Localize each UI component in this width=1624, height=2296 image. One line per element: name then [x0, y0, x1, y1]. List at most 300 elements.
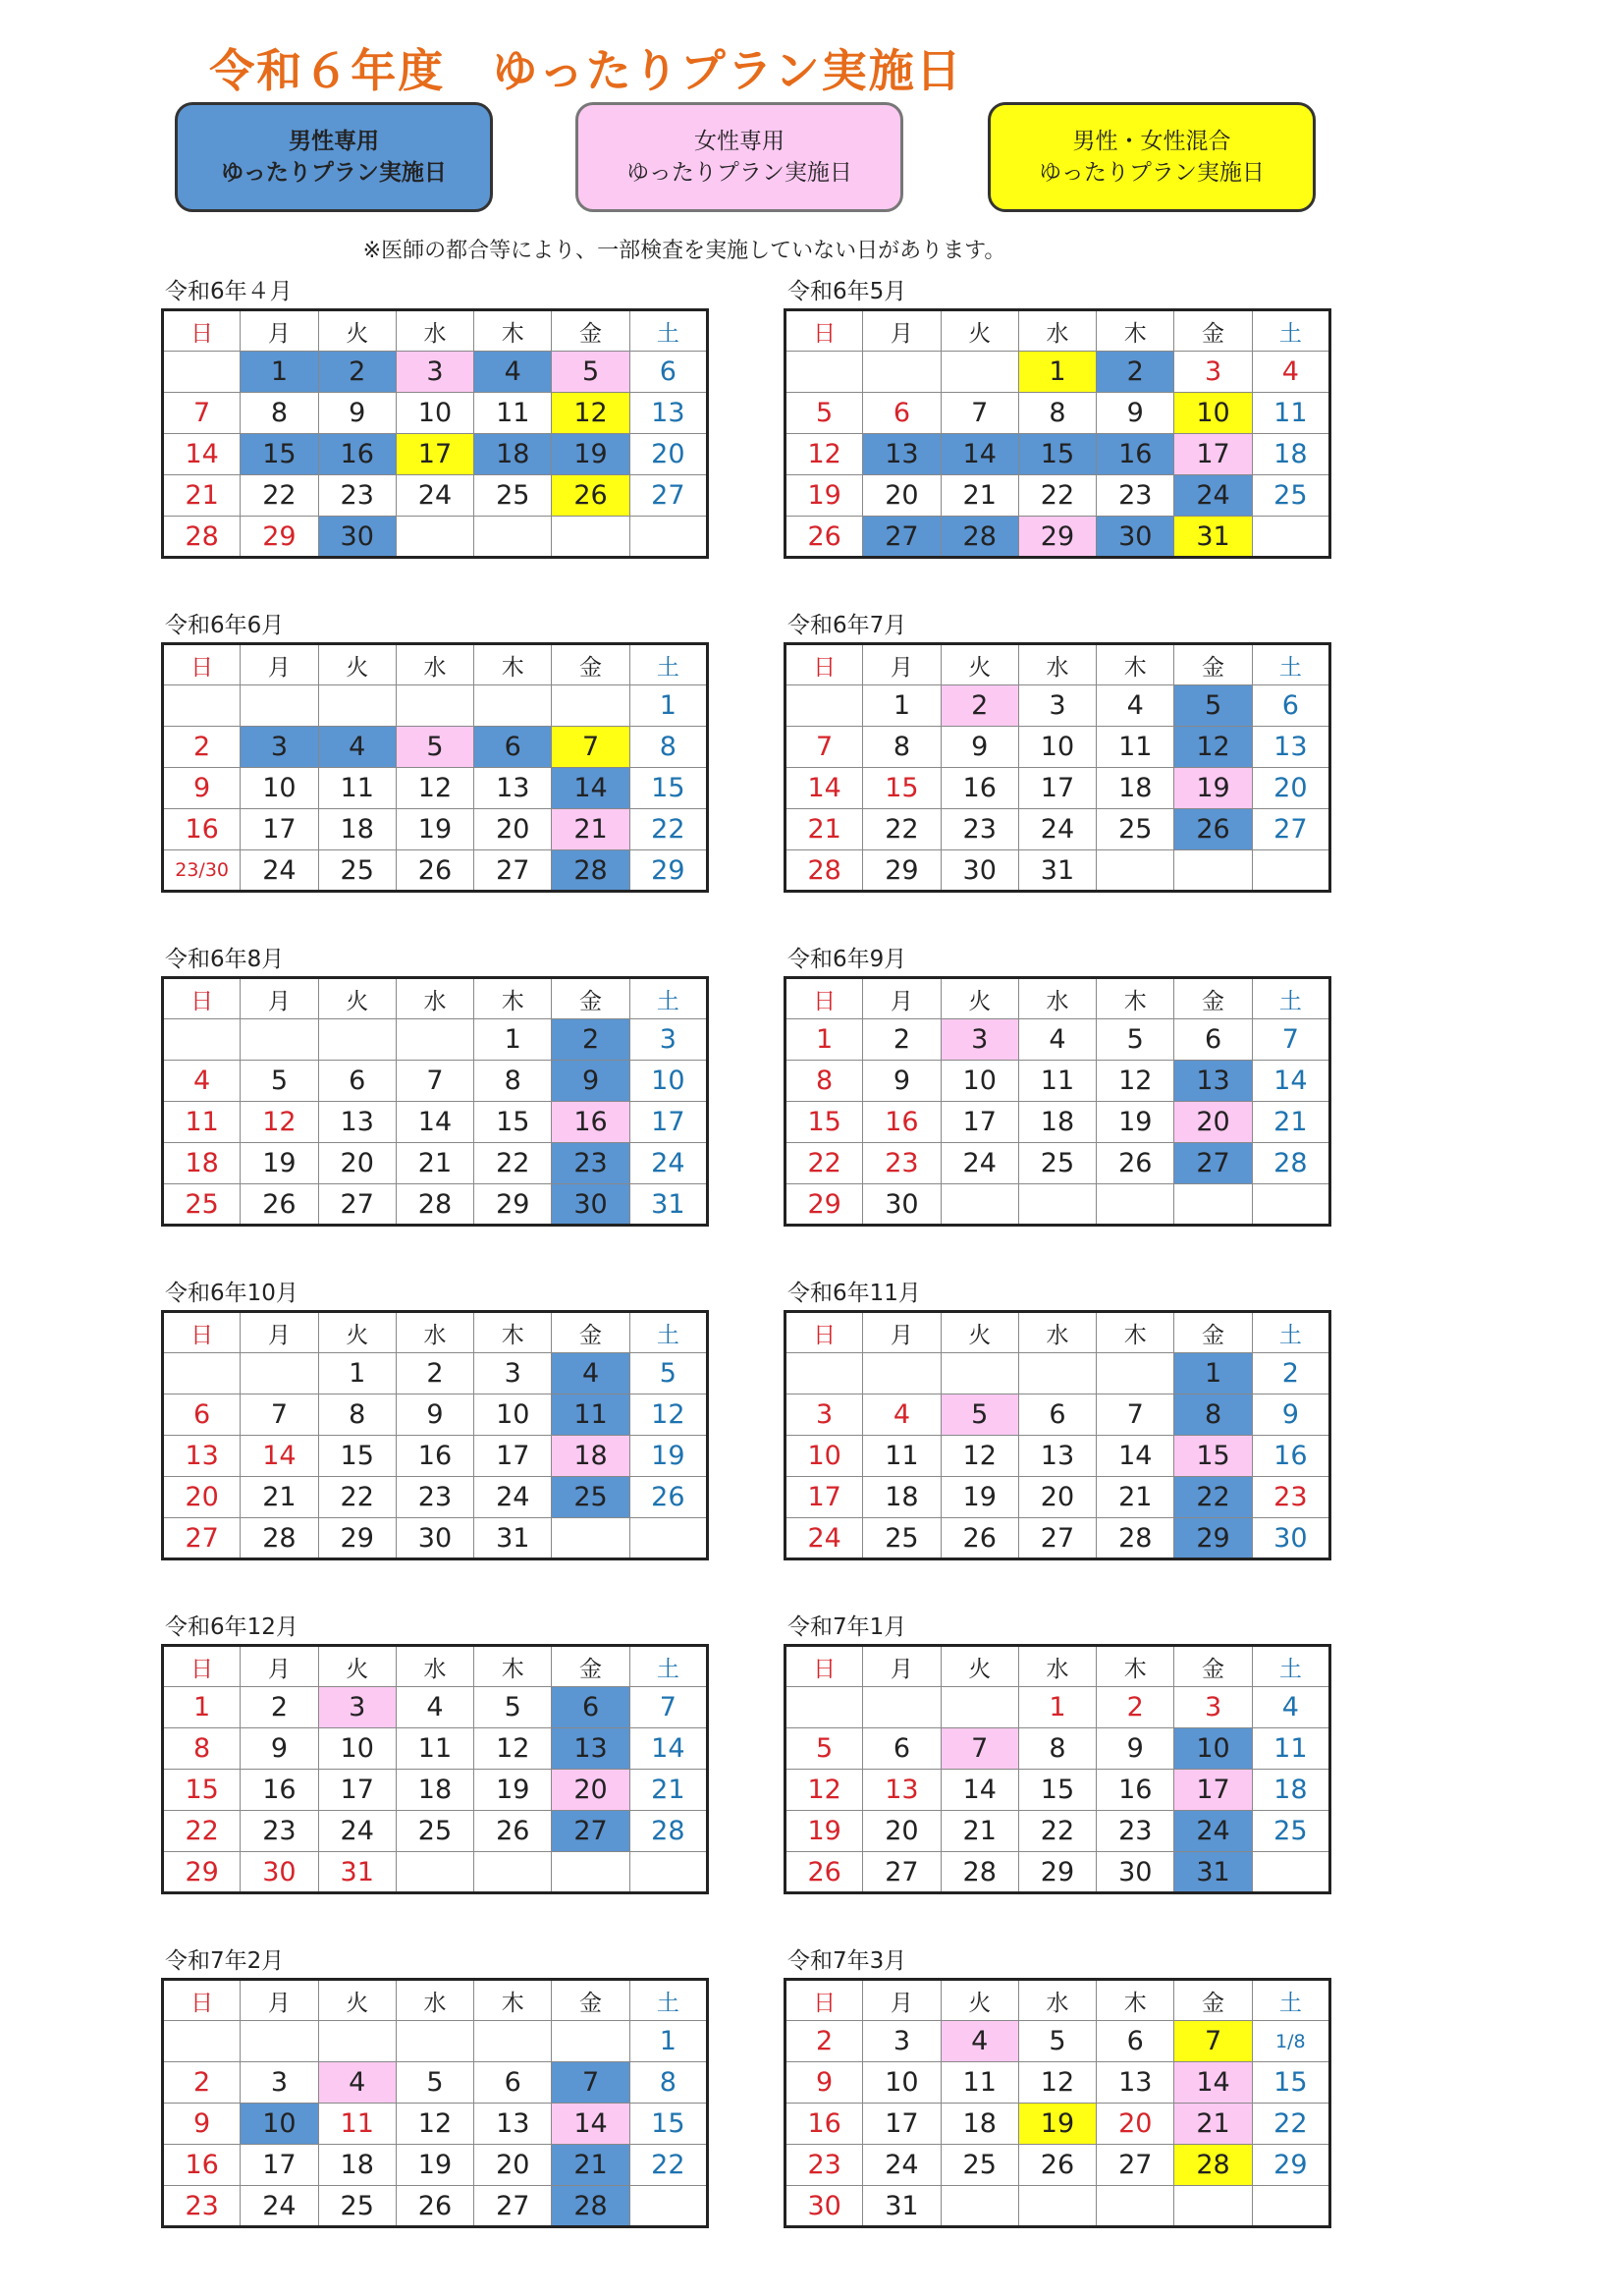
- day-cell: 14: [552, 768, 629, 809]
- day-cell: [552, 1518, 629, 1559]
- weekday-header: 水: [396, 978, 473, 1019]
- day-cell: 4: [318, 2062, 396, 2104]
- day-cell: 7: [552, 2062, 629, 2104]
- day-cell: 27: [552, 1811, 629, 1852]
- day-cell: 11: [474, 393, 552, 434]
- day-cell: [1097, 850, 1174, 892]
- day-cell: 25: [1252, 475, 1329, 517]
- day-cell: 30: [396, 1518, 473, 1559]
- week-row: [785, 434, 1330, 475]
- day-cell: 18: [163, 1143, 241, 1184]
- day-cell: 9: [318, 393, 396, 434]
- day-cell: 1: [1018, 1687, 1096, 1728]
- day-cell: 4: [941, 2021, 1018, 2062]
- weekday-header: 水: [1018, 978, 1096, 1019]
- day-cell: 26: [785, 517, 863, 558]
- week-row: [785, 1436, 1330, 1477]
- day-cell: 25: [863, 1518, 941, 1559]
- weekday-header: 土: [629, 1646, 707, 1687]
- day-cell: 8: [1174, 1394, 1252, 1436]
- day-cell: 30: [552, 1184, 629, 1226]
- day-cell: 5: [396, 727, 473, 768]
- day-cell: 19: [396, 809, 473, 850]
- day-cell: 1: [241, 352, 318, 393]
- day-cell: 16: [552, 1102, 629, 1143]
- day-cell: 11: [1252, 393, 1329, 434]
- day-cell: 30: [863, 1184, 941, 1226]
- day-cell: 24: [785, 1518, 863, 1559]
- day-cell: 4: [1018, 1019, 1096, 1061]
- day-cell: 5: [396, 2062, 473, 2104]
- day-cell: 5: [552, 352, 629, 393]
- day-cell: 24: [474, 1477, 552, 1518]
- week-row: [785, 1687, 1330, 1728]
- day-cell: 9: [163, 2104, 241, 2145]
- day-cell: 18: [318, 2145, 396, 2186]
- day-cell: 12: [1174, 727, 1252, 768]
- day-cell: 23/30: [163, 850, 241, 892]
- day-cell: 17: [1174, 434, 1252, 475]
- month-label: 令和6年４月: [165, 279, 293, 304]
- day-cell: 8: [318, 1394, 396, 1436]
- week-row: [785, 1477, 1330, 1518]
- weekday-header: 日: [163, 978, 241, 1019]
- week-row: [163, 2104, 708, 2145]
- day-cell: 29: [785, 1184, 863, 1226]
- month-label: 令和6年7月: [787, 613, 907, 638]
- day-cell: 29: [1018, 517, 1096, 558]
- day-cell: 22: [629, 809, 707, 850]
- day-cell: 19: [241, 1143, 318, 1184]
- day-cell: 15: [629, 2104, 707, 2145]
- day-cell: 10: [941, 1061, 1018, 1102]
- day-cell: 25: [1018, 1143, 1096, 1184]
- day-cell: 4: [552, 1353, 629, 1394]
- weekday-header: 日: [163, 310, 241, 352]
- week-row: [163, 1436, 708, 1477]
- day-cell: 10: [318, 1728, 396, 1770]
- day-cell: 3: [241, 2062, 318, 2104]
- day-cell: 10: [629, 1061, 707, 1102]
- day-cell: 4: [863, 1394, 941, 1436]
- day-cell: 21: [552, 2145, 629, 2186]
- weekday-header: 日: [785, 310, 863, 352]
- day-cell: 19: [785, 1811, 863, 1852]
- day-cell: 11: [163, 1102, 241, 1143]
- day-cell: 31: [863, 2186, 941, 2227]
- week-row: [785, 517, 1330, 558]
- day-cell: 16: [163, 2145, 241, 2186]
- day-cell: 13: [474, 2104, 552, 2145]
- day-cell: 2: [1097, 1687, 1174, 1728]
- month-table: [784, 1310, 1331, 1560]
- day-cell: 23: [941, 809, 1018, 850]
- day-cell: [241, 2021, 318, 2062]
- day-cell: 5: [1174, 685, 1252, 727]
- day-cell: 11: [318, 768, 396, 809]
- week-row: [785, 1143, 1330, 1184]
- weekday-header: 火: [318, 1312, 396, 1353]
- day-cell: [474, 1852, 552, 1893]
- day-cell: 26: [241, 1184, 318, 1226]
- week-row: [785, 1353, 1330, 1394]
- day-cell: 29: [1174, 1518, 1252, 1559]
- day-cell: 14: [396, 1102, 473, 1143]
- weekday-header-row: [163, 310, 708, 352]
- week-row: [163, 352, 708, 393]
- weekday-header: 土: [1252, 310, 1329, 352]
- day-cell: 16: [396, 1436, 473, 1477]
- day-cell: 14: [241, 1436, 318, 1477]
- weekday-header: 木: [1097, 978, 1174, 1019]
- day-cell: 2: [396, 1353, 473, 1394]
- month-calendar: [161, 943, 709, 1227]
- day-cell: 13: [863, 434, 941, 475]
- day-cell: [241, 685, 318, 727]
- month-table: [161, 642, 709, 893]
- weekday-header: 金: [552, 978, 629, 1019]
- day-cell: 9: [1097, 393, 1174, 434]
- day-cell: 28: [1097, 1518, 1174, 1559]
- day-cell: 30: [1097, 1852, 1174, 1893]
- day-cell: 14: [1174, 2062, 1252, 2104]
- day-cell: 9: [785, 2062, 863, 2104]
- day-cell: 8: [863, 727, 941, 768]
- day-cell: 1: [629, 2021, 707, 2062]
- month-label: 令和6年11月: [787, 1281, 921, 1306]
- day-cell: 17: [1174, 1770, 1252, 1811]
- weekday-header: 土: [629, 978, 707, 1019]
- day-cell: 11: [396, 1728, 473, 1770]
- day-cell: 3: [318, 1687, 396, 1728]
- day-cell: 17: [241, 2145, 318, 2186]
- day-cell: 30: [941, 850, 1018, 892]
- weekday-header: 火: [941, 978, 1018, 1019]
- weekday-header: 金: [552, 1980, 629, 2021]
- weekday-header: 木: [1097, 1312, 1174, 1353]
- day-cell: 1: [1174, 1353, 1252, 1394]
- legend-mixed: [988, 102, 1316, 212]
- weekday-header: 月: [863, 1646, 941, 1687]
- weekday-header: 木: [474, 644, 552, 685]
- day-cell: 27: [474, 2186, 552, 2227]
- week-row: [163, 1394, 708, 1436]
- week-row: [785, 809, 1330, 850]
- day-cell: 3: [1174, 352, 1252, 393]
- day-cell: 25: [941, 2145, 1018, 2186]
- week-row: [163, 2021, 708, 2062]
- day-cell: [1174, 850, 1252, 892]
- day-cell: 21: [552, 809, 629, 850]
- day-cell: [863, 1353, 941, 1394]
- day-cell: [163, 1353, 241, 1394]
- day-cell: 16: [941, 768, 1018, 809]
- day-cell: 18: [863, 1477, 941, 1518]
- day-cell: [318, 685, 396, 727]
- day-cell: 20: [863, 475, 941, 517]
- day-cell: 29: [1018, 1852, 1096, 1893]
- day-cell: [863, 1687, 941, 1728]
- day-cell: 29: [163, 1852, 241, 1893]
- day-cell: [1097, 1184, 1174, 1226]
- day-cell: 28: [552, 2186, 629, 2227]
- month-calendar: [784, 1277, 1331, 1560]
- day-cell: 30: [785, 2186, 863, 2227]
- day-cell: [474, 517, 552, 558]
- day-cell: 27: [863, 517, 941, 558]
- month-label: 令和6年12月: [165, 1614, 298, 1640]
- day-cell: 7: [1174, 2021, 1252, 2062]
- month-table: [784, 1978, 1331, 2228]
- week-row: [785, 1728, 1330, 1770]
- day-cell: 15: [241, 434, 318, 475]
- day-cell: 24: [1018, 809, 1096, 850]
- day-cell: [863, 352, 941, 393]
- weekday-header: 水: [1018, 644, 1096, 685]
- day-cell: 22: [785, 1143, 863, 1184]
- day-cell: 25: [163, 1184, 241, 1226]
- day-cell: 8: [629, 727, 707, 768]
- weekday-header: 日: [163, 1646, 241, 1687]
- weekday-header: 土: [629, 644, 707, 685]
- weekday-header: 金: [552, 1646, 629, 1687]
- day-cell: 24: [241, 2186, 318, 2227]
- day-cell: 18: [941, 2104, 1018, 2145]
- day-cell: 13: [629, 393, 707, 434]
- day-cell: 5: [1018, 2021, 1096, 2062]
- day-cell: 25: [1252, 1811, 1329, 1852]
- day-cell: 7: [785, 727, 863, 768]
- weekday-header: 日: [163, 644, 241, 685]
- day-cell: 21: [1174, 2104, 1252, 2145]
- day-cell: 3: [474, 1353, 552, 1394]
- weekday-header: 日: [785, 1312, 863, 1353]
- day-cell: 7: [1252, 1019, 1329, 1061]
- day-cell: 21: [1097, 1477, 1174, 1518]
- day-cell: 25: [474, 475, 552, 517]
- day-cell: 26: [785, 1852, 863, 1893]
- day-cell: 7: [552, 727, 629, 768]
- day-cell: 3: [629, 1019, 707, 1061]
- day-cell: [552, 2021, 629, 2062]
- day-cell: 9: [552, 1061, 629, 1102]
- day-cell: 27: [474, 850, 552, 892]
- day-cell: 14: [941, 434, 1018, 475]
- day-cell: 15: [474, 1102, 552, 1143]
- month-table: [161, 976, 709, 1227]
- day-cell: 19: [1018, 2104, 1096, 2145]
- month-label: 令和7年3月: [787, 1948, 907, 1974]
- weekday-header: 水: [1018, 1312, 1096, 1353]
- day-cell: [941, 1353, 1018, 1394]
- day-cell: 18: [552, 1436, 629, 1477]
- day-cell: 10: [474, 1394, 552, 1436]
- weekday-header: 火: [941, 1312, 1018, 1353]
- month-calendar: [161, 1277, 709, 1560]
- weekday-header: 水: [1018, 1646, 1096, 1687]
- week-row: [163, 2145, 708, 2186]
- day-cell: 15: [1018, 1770, 1096, 1811]
- weekday-header-row: [785, 644, 1330, 685]
- week-row: [785, 1770, 1330, 1811]
- day-cell: 23: [1252, 1477, 1329, 1518]
- day-cell: 1: [318, 1353, 396, 1394]
- day-cell: 27: [163, 1518, 241, 1559]
- day-cell: 21: [163, 475, 241, 517]
- day-cell: 23: [163, 2186, 241, 2227]
- day-cell: 18: [396, 1770, 473, 1811]
- day-cell: [552, 1852, 629, 1893]
- day-cell: 31: [629, 1184, 707, 1226]
- day-cell: 18: [1252, 434, 1329, 475]
- weekday-header: 水: [396, 1646, 473, 1687]
- day-cell: 6: [474, 727, 552, 768]
- day-cell: 12: [629, 1394, 707, 1436]
- weekday-header-row: [163, 1980, 708, 2021]
- day-cell: 20: [1097, 2104, 1174, 2145]
- day-cell: 22: [1252, 2104, 1329, 2145]
- day-cell: 2: [163, 2062, 241, 2104]
- day-cell: 18: [1252, 1770, 1329, 1811]
- month-table: [161, 1978, 709, 2228]
- weekday-header: 水: [396, 1980, 473, 2021]
- day-cell: 15: [318, 1436, 396, 1477]
- day-cell: 6: [863, 1728, 941, 1770]
- day-cell: 2: [552, 1019, 629, 1061]
- day-cell: [1174, 2186, 1252, 2227]
- day-cell: [241, 1019, 318, 1061]
- day-cell: 23: [396, 1477, 473, 1518]
- day-cell: 24: [629, 1143, 707, 1184]
- day-cell: 1: [474, 1019, 552, 1061]
- day-cell: 23: [785, 2145, 863, 2186]
- day-cell: 14: [1097, 1436, 1174, 1477]
- day-cell: 2: [1252, 1353, 1329, 1394]
- day-cell: 12: [474, 1728, 552, 1770]
- month-table: [784, 976, 1331, 1227]
- day-cell: 21: [241, 1477, 318, 1518]
- weekday-header: 土: [629, 1312, 707, 1353]
- legend-female-line2: ゆったりプラン実施日: [626, 160, 852, 186]
- day-cell: 21: [396, 1143, 473, 1184]
- legend-male-line2: ゆったりプラン実施日: [221, 160, 447, 186]
- day-cell: 22: [241, 475, 318, 517]
- weekday-header: 日: [785, 1980, 863, 2021]
- weekday-header: 木: [474, 1646, 552, 1687]
- day-cell: [396, 1019, 473, 1061]
- day-cell: 30: [1252, 1518, 1329, 1559]
- day-cell: 26: [1174, 809, 1252, 850]
- day-cell: 26: [1097, 1143, 1174, 1184]
- day-cell: 17: [474, 1436, 552, 1477]
- week-row: [785, 2062, 1330, 2104]
- day-cell: 22: [629, 2145, 707, 2186]
- weekday-header-row: [785, 1980, 1330, 2021]
- day-cell: [785, 1687, 863, 1728]
- day-cell: [396, 517, 473, 558]
- weekday-header: 火: [318, 978, 396, 1019]
- day-cell: 16: [241, 1770, 318, 1811]
- weekday-header: 金: [1174, 644, 1252, 685]
- day-cell: [396, 685, 473, 727]
- day-cell: 27: [1018, 1518, 1096, 1559]
- weekday-header: 火: [941, 1980, 1018, 2021]
- day-cell: 9: [396, 1394, 473, 1436]
- day-cell: 17: [241, 809, 318, 850]
- day-cell: 20: [863, 1811, 941, 1852]
- day-cell: [941, 2186, 1018, 2227]
- day-cell: [1018, 1353, 1096, 1394]
- day-cell: 18: [318, 809, 396, 850]
- day-cell: 14: [785, 768, 863, 809]
- day-cell: 4: [163, 1061, 241, 1102]
- week-row: [785, 1019, 1330, 1061]
- weekday-header: 土: [1252, 644, 1329, 685]
- month-label: 令和7年2月: [165, 1948, 285, 1974]
- weekday-header: 木: [1097, 310, 1174, 352]
- day-cell: 25: [1097, 809, 1174, 850]
- day-cell: 20: [474, 2145, 552, 2186]
- month-table: [784, 308, 1331, 559]
- month-table: [161, 308, 709, 559]
- day-cell: 28: [163, 517, 241, 558]
- legend-female: [575, 102, 903, 212]
- day-cell: 23: [552, 1143, 629, 1184]
- day-cell: 22: [1018, 475, 1096, 517]
- weekday-header: 木: [1097, 644, 1174, 685]
- week-row: [163, 1061, 708, 1102]
- day-cell: 31: [318, 1852, 396, 1893]
- month-table: [784, 1644, 1331, 1894]
- day-cell: 27: [318, 1184, 396, 1226]
- day-cell: 24: [1174, 475, 1252, 517]
- weekday-header: 日: [785, 978, 863, 1019]
- day-cell: 7: [941, 1728, 1018, 1770]
- day-cell: 13: [863, 1770, 941, 1811]
- day-cell: [163, 2021, 241, 2062]
- week-row: [163, 1143, 708, 1184]
- day-cell: 4: [1252, 352, 1329, 393]
- day-cell: 2: [318, 352, 396, 393]
- day-cell: 23: [1097, 475, 1174, 517]
- day-cell: [318, 1019, 396, 1061]
- day-cell: 22: [318, 1477, 396, 1518]
- day-cell: 28: [629, 1811, 707, 1852]
- day-cell: 31: [1174, 517, 1252, 558]
- day-cell: 29: [863, 850, 941, 892]
- day-cell: 11: [318, 2104, 396, 2145]
- day-cell: 18: [474, 434, 552, 475]
- day-cell: 6: [1174, 1019, 1252, 1061]
- day-cell: 1/8: [1252, 2021, 1329, 2062]
- month-label: 令和6年10月: [165, 1281, 298, 1306]
- day-cell: 16: [863, 1102, 941, 1143]
- day-cell: 16: [1252, 1436, 1329, 1477]
- day-cell: 3: [1018, 685, 1096, 727]
- day-cell: 15: [1018, 434, 1096, 475]
- day-cell: 17: [785, 1477, 863, 1518]
- day-cell: 9: [941, 727, 1018, 768]
- day-cell: 14: [552, 2104, 629, 2145]
- weekday-header: 木: [474, 1312, 552, 1353]
- legend-male: [175, 102, 493, 212]
- day-cell: 27: [1252, 809, 1329, 850]
- weekday-header: 月: [241, 1980, 318, 2021]
- day-cell: 22: [863, 809, 941, 850]
- day-cell: 27: [629, 475, 707, 517]
- day-cell: 6: [163, 1394, 241, 1436]
- weekday-header: 火: [318, 1980, 396, 2021]
